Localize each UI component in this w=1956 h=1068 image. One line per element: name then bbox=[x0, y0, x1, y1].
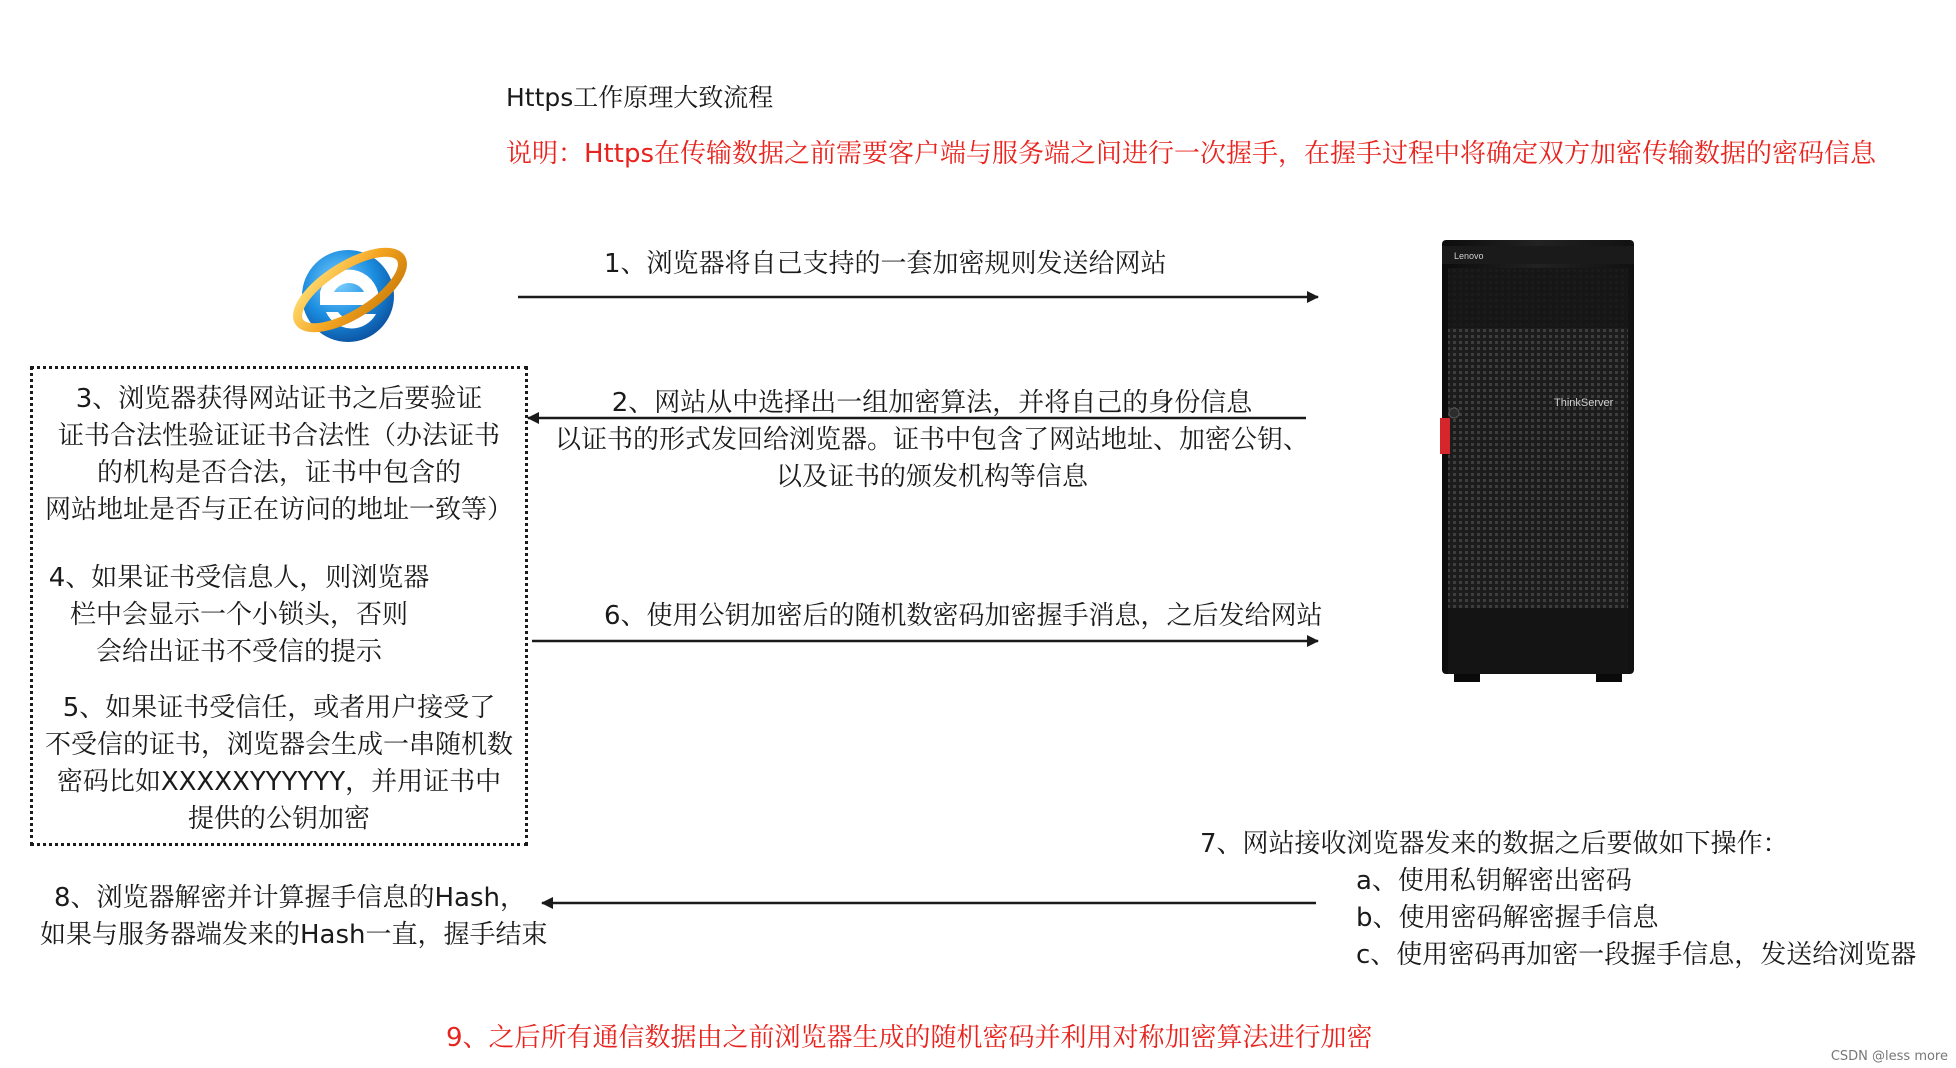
step7-text bbox=[1200, 826, 1916, 974]
step4-line: 栏中会显示一个小锁头，否则 bbox=[69, 600, 408, 630]
watermark: CSDN @less more bbox=[1830, 1049, 1948, 1064]
server-image bbox=[1440, 238, 1636, 684]
step3-line: 3、浏览器获得网站证书之后要验证 bbox=[75, 384, 483, 414]
step1-text bbox=[604, 246, 1167, 283]
step2-line: 以及证书的颁发机构等信息 bbox=[775, 462, 1088, 492]
step3-text bbox=[36, 381, 522, 529]
step8-line: 如果与服务器端发来的Hash一直，握手结束 bbox=[40, 920, 548, 950]
step4-line: 4、如果证书受信息人，则浏览器 bbox=[48, 563, 430, 593]
diagram-title: Https工作原理大致流程 bbox=[506, 83, 774, 112]
internet-explorer-icon bbox=[286, 232, 416, 352]
step5-text bbox=[36, 690, 522, 838]
step9-line: 9、之后所有通信数据由之前浏览器生成的随机密码并利用对称加密算法进行加密 bbox=[446, 1023, 1373, 1053]
server-model-label: ThinkServer bbox=[1554, 397, 1614, 409]
step4-text bbox=[36, 560, 522, 671]
step4-line: 会给出证书不受信的提示 bbox=[95, 637, 382, 667]
diagram-description: 说明：Https在传输数据之前需要客户端与服务端之间进行一次握手，在握手过程中将确定双方加密传输数据的密码信息 bbox=[506, 139, 1876, 169]
step6-line: 6、使用公钥加密后的随机数密码加密握手消息，之后发给网站 bbox=[604, 601, 1323, 631]
step7-line: 7、网站接收浏览器发来的数据之后要做如下操作： bbox=[1200, 829, 1789, 859]
step7-line: b、使用密码解密握手信息 bbox=[1356, 903, 1659, 933]
step7-line: c、使用密码再加密一段握手信息，发送给浏览器 bbox=[1356, 940, 1917, 970]
step2-text bbox=[542, 385, 1322, 496]
server-brand-label: Lenovo bbox=[1454, 251, 1484, 261]
step3-line: 证书合法性验证证书合法性（办法证书 bbox=[57, 421, 500, 451]
step7-line: a、使用私钥解密出密码 bbox=[1356, 866, 1632, 896]
step5-line: 密码比如XXXXXYYYYYY，并用证书中 bbox=[56, 767, 502, 797]
step2-line: 2、网站从中选择出一组加密算法，并将自己的身份信息 bbox=[611, 388, 1253, 418]
step2-line: 以证书的形式发回给浏览器。证书中包含了网站地址、加密公钥、 bbox=[554, 425, 1309, 455]
step5-line: 不受信的证书，浏览器会生成一串随机数 bbox=[44, 730, 513, 760]
step3-line: 的机构是否合法，证书中包含的 bbox=[96, 458, 461, 488]
step3-line: 网站地址是否与正在访问的地址一致等） bbox=[44, 495, 513, 525]
step5-line: 提供的公钥加密 bbox=[187, 804, 370, 834]
step5-line: 5、如果证书受信任，或者用户接受了 bbox=[62, 693, 496, 723]
step8-line: 8、浏览器解密并计算握手信息的Hash， bbox=[53, 883, 527, 913]
step9-text bbox=[446, 1020, 1373, 1057]
step1-line: 1、浏览器将自己支持的一套加密规则发送给网站 bbox=[604, 249, 1167, 279]
step8-text bbox=[40, 880, 548, 954]
step6-text bbox=[604, 598, 1323, 635]
